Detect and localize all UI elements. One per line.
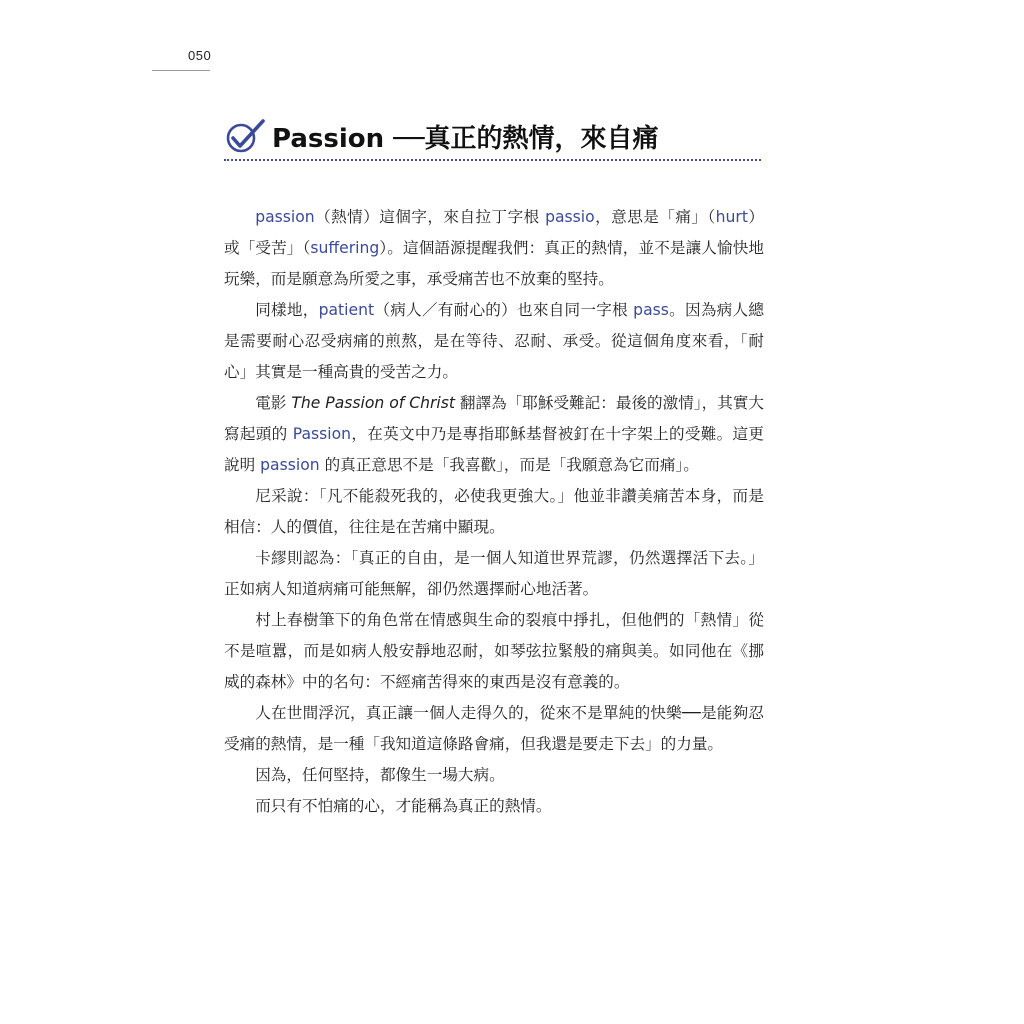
body-paragraph bbox=[224, 295, 764, 388]
english-term: pass bbox=[633, 301, 669, 319]
heading-dotted-rule bbox=[224, 159, 761, 161]
page-number-rule bbox=[152, 70, 210, 71]
text-segment: （熱情）這個字，來自拉丁字根 bbox=[314, 208, 546, 226]
text-segment: 卡繆則認為：「真正的自由，是一個人知道世界荒謬，仍然選擇活下去。」正如病人知道病痛可能無解，卻仍然選擇耐心地活著。 bbox=[224, 549, 764, 598]
check-circle-icon bbox=[224, 117, 266, 155]
text-segment: （病人／有耐心的）也來自同一字根 bbox=[374, 301, 634, 319]
english-term: Passion bbox=[292, 425, 352, 443]
text-segment: 同樣地， bbox=[255, 301, 319, 319]
body-paragraph bbox=[224, 481, 764, 543]
text-segment: ，在英文中乃是專指耶穌基督被釘在十字架上的受難。這更說明 bbox=[224, 425, 764, 474]
film-title: The Passion of Christ bbox=[291, 394, 455, 412]
section-title: Passion ──真正的熱情，來自痛 bbox=[272, 123, 659, 154]
body-paragraph bbox=[224, 698, 764, 760]
text-segment: ）。這個語源提醒我們：真正的熱情，並不是讓人愉快地玩樂，而是願意為所愛之事，承受痛苦也不放棄的堅持。 bbox=[224, 239, 764, 288]
body-paragraph bbox=[224, 202, 764, 295]
body-paragraph bbox=[224, 760, 764, 791]
text-segment: 尼采說：「凡不能殺死我的，必使我更強大。」他並非讚美痛苦本身，而是相信：人的價值，往往是在苦痛中顯現。 bbox=[224, 487, 764, 536]
page-number: 050 bbox=[188, 48, 212, 63]
english-term: passion bbox=[255, 208, 315, 226]
body-paragraph bbox=[224, 605, 764, 698]
text-segment: 村上春樹筆下的角色常在情感與生命的裂痕中掙扎，但他們的「熱情」從不是喧囂，而是如病人般安靜地忍耐，如琴弦拉緊般的痛與美。如同他在《挪威的森林》中的名句：不經痛苦得來的東西是沒有意義的。 bbox=[224, 611, 764, 691]
text-segment: 的真正意思不是「我喜歡」，而是「我願意為它而痛」。 bbox=[319, 456, 699, 474]
section-heading bbox=[224, 114, 764, 158]
text-segment: 人在世間浮沉，真正讓一個人走得久的，從來不是單純的快樂──是能夠忍受痛的熱情，是一種「我知道這條路會痛，但我還是要走下去」的力量。 bbox=[224, 704, 764, 753]
english-term: passio bbox=[545, 208, 595, 226]
body-paragraph bbox=[224, 388, 764, 481]
english-term: patient bbox=[318, 301, 375, 319]
english-term: hurt bbox=[715, 208, 748, 226]
text-segment: 而只有不怕痛的心，才能稱為真正的熱情。 bbox=[255, 797, 552, 815]
text-segment: 因為，任何堅持，都像生一場大病。 bbox=[255, 766, 505, 784]
article-body bbox=[224, 202, 764, 822]
text-segment: 電影 bbox=[255, 394, 292, 412]
body-paragraph bbox=[224, 791, 764, 822]
text-segment: ）或「受苦」（ bbox=[224, 208, 764, 257]
english-term: passion bbox=[260, 456, 320, 474]
body-paragraph bbox=[224, 543, 764, 605]
text-segment: 。因為病人總是需要耐心忍受病痛的煎熬，是在等待、忍耐、承受。從這個角度來看，「耐心」其實是一種高貴的受苦之力。 bbox=[224, 301, 764, 381]
english-term: suffering bbox=[310, 239, 380, 257]
text-segment: 翻譯為「耶穌受難記：最後的激情」，其實大寫起頭的 bbox=[224, 394, 765, 443]
text-segment: ，意思是「痛」（ bbox=[594, 208, 716, 226]
